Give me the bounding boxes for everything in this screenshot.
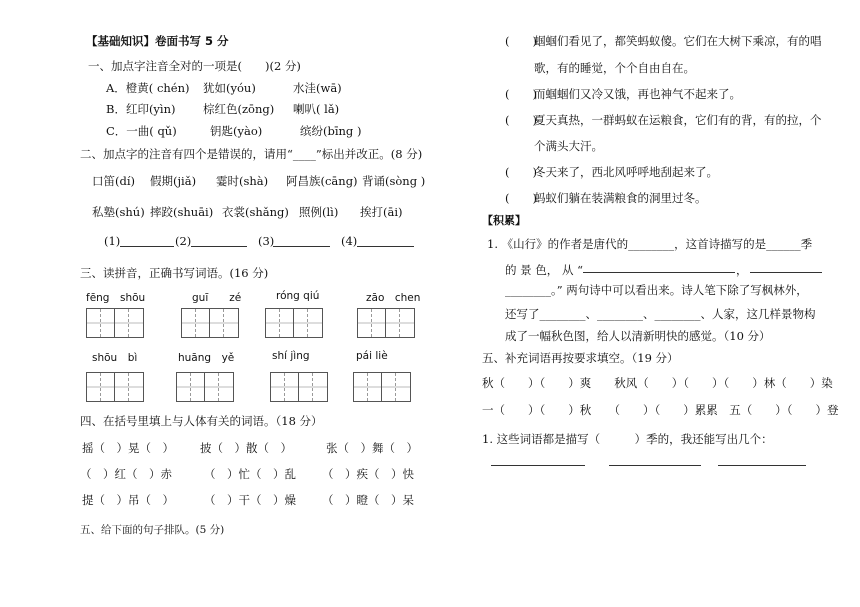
sentence-2-paren[interactable]: ( ) [505,87,537,101]
q4-item-7: 提（ ）吊（ ） [82,493,174,507]
q1-option-b-1: B．红印(yìn) [106,102,176,116]
q4-item-9: （ ）瞪（ ）呆 [322,493,414,507]
q4-item-4: （ ）红（ ）赤 [80,467,172,481]
q3-pinyin-8: pái liè [356,350,388,362]
answer-blank-2[interactable] [609,465,701,466]
q2-answer-blank-2[interactable] [191,246,247,247]
q4-title: 四、在括号里填上与人体有关的词语。（18 分） [80,414,323,428]
q2-answer-label-1: (1) [104,234,121,248]
writing-grid-6[interactable] [176,372,234,402]
q1-option-a-2: 犹如(yóu) [203,81,256,95]
q3-title: 三、读拼音，正确书写词语。(16 分) [80,266,269,280]
q1-option-a-1: A．橙黄( chén) [106,81,190,95]
q2-answer-blank-4[interactable] [357,246,414,247]
writing-grid-8[interactable] [353,372,411,402]
q1-option-c-2: 钥匙(yào) [210,124,263,138]
accum-q1-line-4: 还写了________、________、________、人家，这几样景物构 [505,307,816,321]
sentence-3-paren[interactable]: ( ) [505,113,537,127]
sentence-2-line-1: 而蝈蝈们又冷又饿，再也神气不起来了。 [534,87,741,101]
q2-word-6: 私塾(shú) [92,205,145,219]
writing-grid-1[interactable] [86,308,144,338]
q2-title: 二、加点字的注音有四个是错误的，请用“____”标出并改正。(8 分) [80,147,423,161]
writing-grid-5[interactable] [86,372,144,402]
q2-answer-blank-3[interactable] [273,246,330,247]
q3-pinyin-1: fēng shōu [86,292,146,304]
sentence-4-line-1: 冬天来了，西北风呼呼地刮起来了。 [534,165,718,179]
q2-word-10: 挨打(āi) [360,205,403,219]
writing-grid-4[interactable] [357,308,415,338]
q5-title: 五、给下面的句子排队。(5 分) [80,524,225,536]
accum-q1-line-1: 1. 《山行》的作者是唐代的________，这首诗描写的是______季 [487,237,813,251]
sentence-3-line-1: 夏天真热，一群蚂蚁在运粮食，它们有的背，有的拉，个 [534,113,822,127]
q4-item-6: （ ）疾（ ）快 [322,467,414,481]
fill-row-1: 秋（ ）（ ）爽 秋风（ ）（ ）（ ）林（ ）染 [482,376,833,390]
sentence-5-line-1: 蚂蚁们躺在装满粮食的洞里过冬。 [534,191,707,205]
fill-question: 1. 这些词语都是描写（ ）季的，我还能写出几个： [482,432,773,446]
sentence-3-line-2: 个满头大汗。 [534,139,603,153]
answer-blank-3[interactable] [718,465,806,466]
q1-option-a-3: 水洼(wā) [293,81,342,95]
q4-item-1: 摇（ ）晃（ ） [82,441,174,455]
sentence-5-paren[interactable]: ( ) [505,191,537,205]
sentence-1-paren[interactable]: ( ) [505,34,537,48]
q2-word-2: 假期(jiǎ) [150,174,197,188]
q2-answer-label-2: (2) [175,234,192,248]
q3-pinyin-6: huāng yě [178,352,235,364]
q2-answer-label-3: (3) [258,234,275,248]
q1-option-b-2: 棕红色(zōng) [203,102,275,116]
q3-pinyin-3: róng qiú [276,290,320,302]
accum-q1-comma: ， [736,263,748,277]
q4-item-2: 披（ ）散（ ） [200,441,292,455]
q1-option-c-3: 缤纷(bīng ) [300,124,362,138]
q4-item-8: （ ）干（ ）燥 [204,493,296,507]
q2-word-1: 口笛(dí) [92,174,136,188]
q1-option-b-3: 喇叭( lǎ) [293,102,340,116]
q3-pinyin-7: shí jìng [272,350,310,362]
q2-answer-blank-1[interactable] [120,246,174,247]
writing-grid-7[interactable] [270,372,328,402]
q1-title: 一、加点字注音全对的一项是( )(2 分) [88,59,301,73]
section-header-accumulation: 【积累】 [482,214,526,227]
q2-word-9: 照例(lì) [299,205,339,219]
accum-q1-blank-line-2[interactable] [750,272,822,273]
q4-item-3: 张（ ）舞（ ） [326,441,418,455]
q2-word-3: 霎时(shà) [216,174,269,188]
accum-q1-line-5: 成了一幅秋色图，给人以清新明快的感觉。（10 分） [505,329,771,343]
q3-pinyin-5: shōu bì [92,352,138,364]
sentence-4-paren[interactable]: ( ) [505,165,537,179]
accum-q1-line-2: 的 景 色， 从 “ [505,263,584,277]
accum-q1-blank-line-1[interactable] [583,272,735,273]
q3-pinyin-2: guī zé [192,292,242,304]
fill-row-2: 一（ ）（ ）秋 （ ）（ ）累累 五（ ）（ ）登 [482,403,839,417]
q2-answer-label-4: (4) [341,234,358,248]
q2-word-8: 衣裳(shǎng) [222,205,289,219]
q2-word-5: 背诵(sòng ) [362,174,426,188]
q1-option-c-1: C．一曲( qǔ) [106,124,177,138]
writing-grid-3[interactable] [265,308,323,338]
sentence-1-line-2: 歌，有的睡觉，个个自由自在。 [534,61,695,75]
section-header-basic: 【基础知识】卷面书写 5 分 [86,34,229,48]
q5b-title: 五、补充词语再按要求填空。（19 分） [482,351,679,365]
answer-blank-1[interactable] [491,465,585,466]
q3-pinyin-4: zāo chen [366,292,421,304]
q2-word-4: 阿昌族(cāng) [286,174,358,188]
q4-item-5: （ ）忙（ ）乱 [204,467,296,481]
sentence-1-line-1: 蝈蝈们看见了，都笑蚂蚁傻。它们在大树下乘凉，有的唱 [534,34,822,48]
writing-grid-2[interactable] [181,308,239,338]
q2-word-7: 摔跤(shuāi) [150,205,214,219]
accum-q1-line-3: ________。” 两句诗中可以看出来。诗人笔下除了写枫林外， [505,283,808,297]
